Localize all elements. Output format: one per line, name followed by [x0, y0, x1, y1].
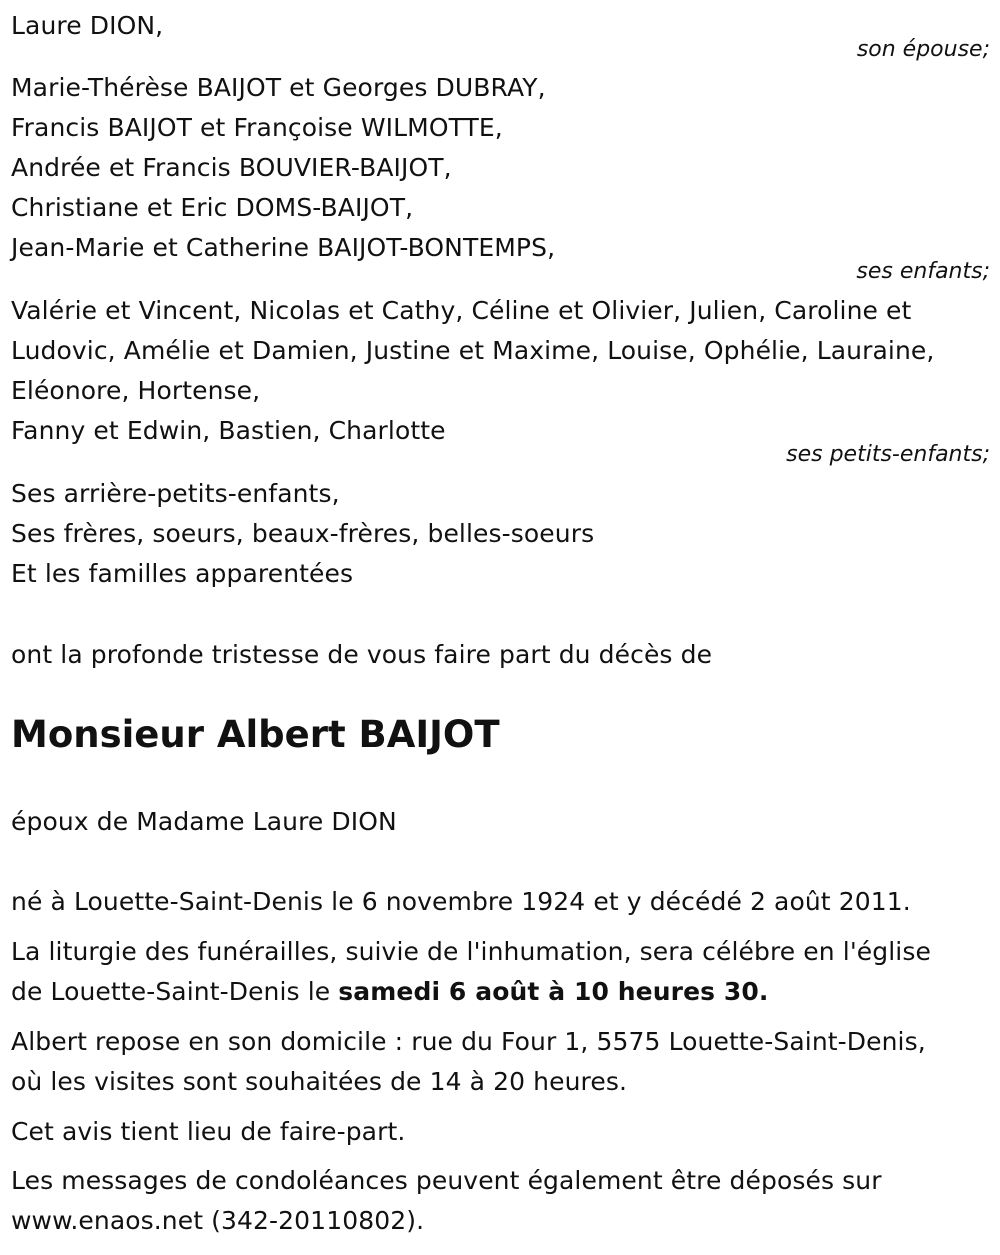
notice-text: Cet avis tient lieu de faire-part. [11, 1117, 406, 1146]
family-line: Ses frères, soeurs, beaux-frères, belles-soeurs [11, 519, 595, 548]
condolences-line: Les messages de condoléances peuvent également être déposés sur [11, 1166, 882, 1195]
funeral-line [11, 977, 769, 1007]
funeral-place-text: de Louette-Saint-Denis le [11, 977, 339, 1006]
funeral-line: La liturgie des funérailles, suivie de l'inhumation, sera célébre en l'église [11, 937, 931, 966]
spouse-of-text: époux de Madame Laure DION [11, 807, 397, 836]
grandchildren-role: ses petits-enfants; [786, 442, 990, 467]
condolences-line: www.enaos.net (342-20110802). [11, 1206, 425, 1235]
birth-death-text: né à Louette-Saint-Denis le 6 novembre 1924 et y décédé 2 août 2011. [11, 887, 911, 916]
grandchildren-line: Fanny et Edwin, Bastien, Charlotte [11, 416, 446, 445]
child-line: Jean-Marie et Catherine BAIJOT-BONTEMPS, [11, 233, 556, 262]
spouse-name: Laure DION, [11, 11, 164, 40]
grandchildren-line: Valérie et Vincent, Nicolas et Cathy, Céline et Olivier, Julien, Caroline et [11, 296, 912, 325]
family-line: Et les familles apparentées [11, 559, 354, 588]
family-line: Ses arrière-petits-enfants, [11, 479, 340, 508]
rest-line: Albert repose en son domicile : rue du Four 1, 5575 Louette-Saint-Denis, [11, 1027, 926, 1056]
child-line: Marie-Thérèse BAIJOT et Georges DUBRAY, [11, 73, 546, 102]
announcement-text: ont la profonde tristesse de vous faire part du décès de [11, 640, 713, 669]
child-line: Christiane et Eric DOMS-BAIJOT, [11, 193, 414, 222]
spouse-role: son épouse; [856, 37, 990, 62]
rest-line: où les visites sont souhaitées de 14 à 20 heures. [11, 1067, 628, 1096]
child-line: Andrée et Francis BOUVIER-BAIJOT, [11, 153, 452, 182]
grandchildren-line: Eléonore, Hortense, [11, 376, 261, 405]
grandchildren-line: Ludovic, Amélie et Damien, Justine et Maxime, Louise, Ophélie, Lauraine, [11, 336, 935, 365]
child-line: Francis BAIJOT et Françoise WILMOTTE, [11, 113, 503, 142]
deceased-name: Monsieur Albert BAIJOT [11, 713, 500, 756]
funeral-date-text: samedi 6 août à 10 heures 30. [338, 977, 769, 1006]
children-role: ses enfants; [856, 259, 990, 284]
